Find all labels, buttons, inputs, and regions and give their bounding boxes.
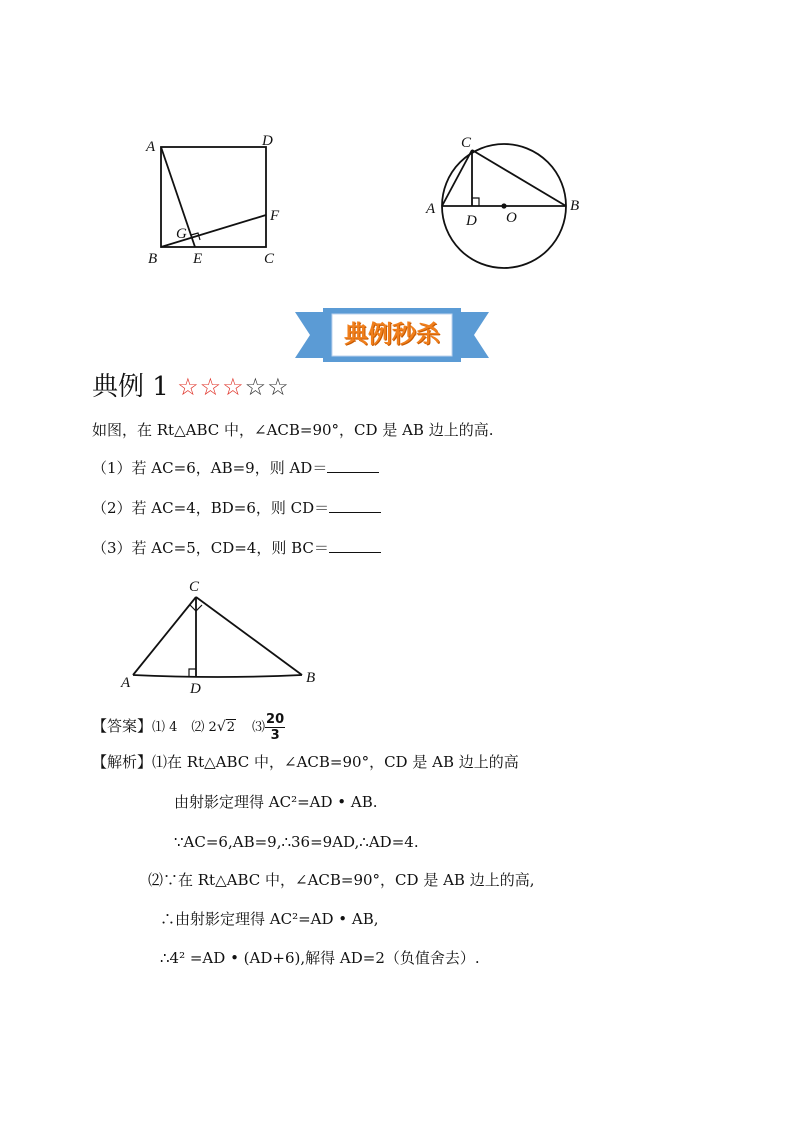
answer-2-prefix: ⑵ 2 xyxy=(191,720,217,735)
triangle-figure xyxy=(118,575,328,695)
label-c2: C xyxy=(461,135,472,151)
right-angle-mark-d xyxy=(472,198,479,206)
analysis-line-3: ∵AC=6,AB=9,∴36=9AD,∴AD=4. xyxy=(174,833,419,851)
answer-blank-1 xyxy=(327,458,379,473)
difficulty-stars-filled: ☆☆☆ xyxy=(177,373,245,401)
answer-3-prefix: ⑶ xyxy=(252,720,266,735)
label-a3: A xyxy=(121,675,131,691)
difficulty-stars-empty: ☆☆ xyxy=(244,373,290,401)
center-dot-o xyxy=(501,203,506,208)
answer-blank-3 xyxy=(329,538,381,553)
sqrt-symbol: √ xyxy=(216,719,226,735)
answer-1: ⑴ 4 xyxy=(152,720,178,735)
fraction-denominator: 3 xyxy=(270,727,280,743)
label-f: F xyxy=(270,208,280,224)
question-2 xyxy=(92,498,381,518)
circle-figure xyxy=(420,130,590,275)
right-angle-mark-d3 xyxy=(189,669,196,677)
side-ab xyxy=(133,675,302,677)
label-d2: D xyxy=(466,213,477,229)
fraction-numerator: 20 xyxy=(266,711,285,727)
analysis-line-6: ∴4² =AD • (AD+6),解得 AD=2（负值舍去）. xyxy=(160,949,480,967)
label-d3: D xyxy=(190,681,201,695)
question-3 xyxy=(92,538,381,558)
question-1-text: （1）若 AC=6，AB=9，则 AD＝ xyxy=(92,459,328,477)
square-figure xyxy=(140,125,300,270)
label-b: B xyxy=(148,251,158,267)
problem-statement: 如图，在 Rt△ABC 中，∠ACB=90°，CD 是 AB 边上的高. xyxy=(92,421,494,439)
analysis-line-4: ⑵∵在 Rt△ABC 中，∠ACB=90°，CD 是 AB 边上的高, xyxy=(148,871,535,889)
label-b3: B xyxy=(306,670,316,686)
answer-2-radicand: 2 xyxy=(226,720,236,735)
analysis-text-1: ⑴在 Rt△ABC 中，∠ACB=90°，CD 是 AB 边上的高 xyxy=(152,753,519,771)
segment-ac xyxy=(442,150,472,206)
answer-label: 【答案】 xyxy=(92,717,153,735)
banner-label: 典例秒杀 xyxy=(344,320,440,348)
label-e: E xyxy=(193,251,203,267)
side-ca xyxy=(133,597,196,675)
segment-bc xyxy=(472,150,566,206)
label-c3: C xyxy=(189,579,200,595)
question-3-text: （3）若 AC=5，CD=4，则 BC＝ xyxy=(92,539,329,557)
side-cb xyxy=(196,597,302,675)
analysis-label: 【解析】 xyxy=(92,753,153,771)
answer-3-fraction xyxy=(265,712,285,743)
analysis-line-2: 由射影定理得 AC²=AD • AB. xyxy=(174,793,378,811)
analysis-line-1 xyxy=(92,752,519,772)
answer-row xyxy=(92,706,285,746)
label-a: A xyxy=(146,139,156,155)
example-heading xyxy=(92,370,290,404)
answer-blank-2 xyxy=(329,498,381,513)
label-g: G xyxy=(176,226,187,242)
example-title: 典例 1 xyxy=(92,372,169,402)
analysis-line-5: ∴由射影定理得 AC²=AD • AB, xyxy=(160,910,379,928)
label-o2: O xyxy=(506,210,517,226)
label-c: C xyxy=(264,251,275,267)
label-d: D xyxy=(262,133,273,149)
label-b2: B xyxy=(570,198,580,214)
label-a2: A xyxy=(426,201,436,217)
question-1 xyxy=(92,458,379,478)
question-2-text: （2）若 AC=4，BD=6，则 CD＝ xyxy=(92,499,330,517)
